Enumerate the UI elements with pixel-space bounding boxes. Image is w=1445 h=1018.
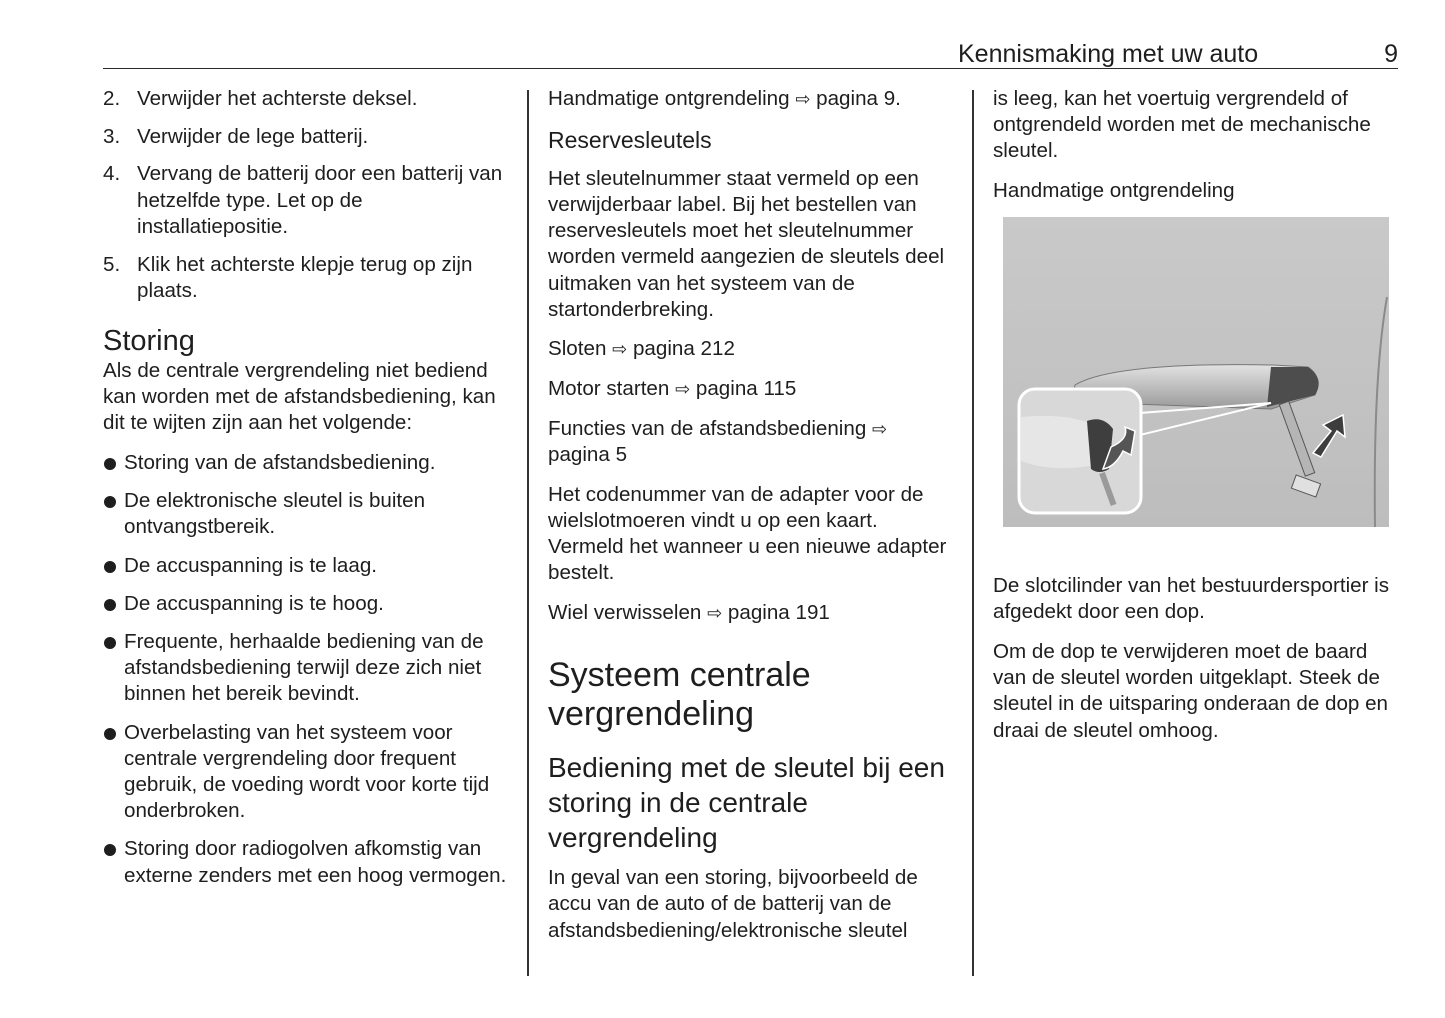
arrow-right-icon: ⇨ bbox=[795, 89, 811, 109]
bullet-text: De elektronische sleutel is buiten ontvangstbereik. bbox=[124, 489, 426, 539]
step-number: 5. bbox=[103, 252, 121, 276]
list-item bbox=[103, 488, 513, 540]
storing-causes-list bbox=[103, 450, 513, 889]
step-text: Verwijder het achterste deksel. bbox=[137, 87, 418, 110]
page-link[interactable]: pagina 212 bbox=[632, 337, 735, 361]
battery-steps-list bbox=[103, 86, 513, 304]
subsection-heading: Bediening met de sleutel bij een storing in de centrale vergrendeling bbox=[548, 752, 945, 854]
arrow-right-icon: ⇨ bbox=[707, 603, 723, 624]
bullet-text: Frequente, herhaalde bediening van de afstandsbediening terwijl deze zich niet binnen het bereik bevindt. bbox=[124, 630, 484, 706]
list-item bbox=[103, 553, 513, 579]
bullet-icon bbox=[104, 637, 116, 649]
reference-text: Handmatige ontgrendeling bbox=[548, 87, 790, 110]
chapter-title: Kennismaking met uw auto bbox=[958, 40, 1259, 68]
step-text: Vervang de batterij door een batterij van hetzelfde type. Let op de installatiepositie. bbox=[137, 162, 503, 238]
bullet-icon bbox=[104, 728, 116, 740]
cross-reference[interactable] bbox=[548, 600, 953, 626]
reference-text: Functies van de afstandsbediening bbox=[548, 416, 867, 440]
inset-detail bbox=[1019, 389, 1141, 513]
list-item bbox=[103, 86, 513, 112]
storing-text: In geval van een storing, bijvoorbeeld de accu van de auto of de batterij van de afstandsbediening/elektronische sleutel bbox=[548, 866, 918, 942]
reference-text: Motor starten bbox=[548, 377, 670, 401]
list-item bbox=[103, 252, 513, 304]
page-number: 9 bbox=[1384, 40, 1398, 68]
column-3 bbox=[993, 86, 1403, 757]
adapter-text: Het codenummer van de adapter voor de wielslotmoeren vindt u op een kaart. Vermeld het wanneer u een nieuwe adapter bestelt. bbox=[548, 482, 947, 585]
bullet-icon bbox=[104, 496, 116, 508]
bullet-text: De accuspanning is te laag. bbox=[124, 553, 378, 577]
list-item bbox=[103, 591, 513, 617]
continued-text: is leeg, kan het voertuig vergrendeld of ontgrendeld worden met de mechanische sleutel. bbox=[993, 87, 1371, 163]
list-item bbox=[103, 450, 513, 476]
cross-reference[interactable] bbox=[548, 416, 953, 468]
step-number: 3. bbox=[103, 124, 121, 148]
cross-reference[interactable] bbox=[548, 86, 953, 112]
cross-reference[interactable] bbox=[548, 376, 953, 402]
cross-reference[interactable] bbox=[548, 336, 953, 362]
step-text: Klik het achterste klepje terug op zijn plaats. bbox=[137, 252, 473, 302]
bullet-text: De accuspanning is te hoog. bbox=[124, 591, 384, 615]
dop-text: Om de dop te verwijderen moet de baard van de sleutel worden uitgeklapt. Steek de sleutel in de uitsparing onderaan de dop en draai de sleutel omhoog. bbox=[993, 640, 1389, 742]
list-item bbox=[103, 836, 513, 888]
bullet-icon bbox=[104, 561, 116, 573]
slotcilinder-text: De slotcilinder van het bestuurdersportier is afgedekt door een dop. bbox=[993, 574, 1390, 624]
arrow-right-icon: ⇨ bbox=[612, 339, 628, 360]
bullet-icon bbox=[104, 844, 116, 856]
list-item bbox=[103, 124, 513, 150]
list-item bbox=[103, 629, 513, 708]
list-item bbox=[103, 161, 513, 240]
column-1 bbox=[103, 86, 513, 901]
reference-text: Sloten bbox=[548, 337, 607, 361]
page-link[interactable]: pagina 9. bbox=[816, 87, 901, 110]
bullet-text: Storing van de afstandsbediening. bbox=[124, 451, 436, 475]
step-number: 2. bbox=[103, 87, 121, 110]
reserve-text: Het sleutelnummer staat vermeld op een verwijderbaar label. Bij het bestellen van reservesleutels moet het sleutelnummer worden vermeld aangezien de sleutels deel uitmaken van het systeem van de startonderbreking. bbox=[548, 166, 945, 321]
bullet-text: Overbelasting van het systeem voor centrale vergrendeling door frequent gebruik, de voeding wordt voor korte tijd onderbroken. bbox=[124, 720, 490, 823]
step-number: 4. bbox=[103, 162, 121, 186]
door-handle-image bbox=[1003, 217, 1389, 527]
list-item bbox=[103, 720, 513, 825]
bullet-icon bbox=[104, 599, 116, 611]
bullet-text: Storing door radiogolven afkomstig van externe zenders met een hoog vermogen. bbox=[124, 837, 507, 887]
arrow-right-icon: ⇨ bbox=[675, 379, 691, 400]
handmatig-heading: Handmatige ontgrendeling bbox=[993, 179, 1235, 203]
column-2 bbox=[548, 86, 953, 957]
page-link[interactable]: pagina 191 bbox=[727, 601, 830, 625]
page-link[interactable]: pagina 115 bbox=[695, 377, 797, 401]
arrow-right-icon: ⇨ bbox=[872, 418, 888, 439]
column-divider bbox=[527, 90, 529, 976]
storing-intro: Als de centrale vergrendeling niet bediend kan worden met de afstandsbediening, kan dit te wijten zijn aan het volgende: bbox=[103, 358, 496, 435]
column-divider bbox=[972, 90, 974, 976]
reserve-heading: Reservesleutels bbox=[548, 126, 712, 153]
storing-heading: Storing bbox=[103, 324, 195, 357]
door-handle-illustration bbox=[1003, 217, 1389, 527]
step-text: Verwijder de lege batterij. bbox=[137, 124, 369, 148]
reference-text: Wiel verwisselen bbox=[548, 601, 702, 625]
page-link[interactable]: pagina 5 bbox=[548, 443, 628, 467]
page-header bbox=[103, 38, 1398, 69]
bullet-icon bbox=[104, 458, 116, 470]
section-heading: Systeem centrale vergrendeling bbox=[548, 656, 811, 734]
